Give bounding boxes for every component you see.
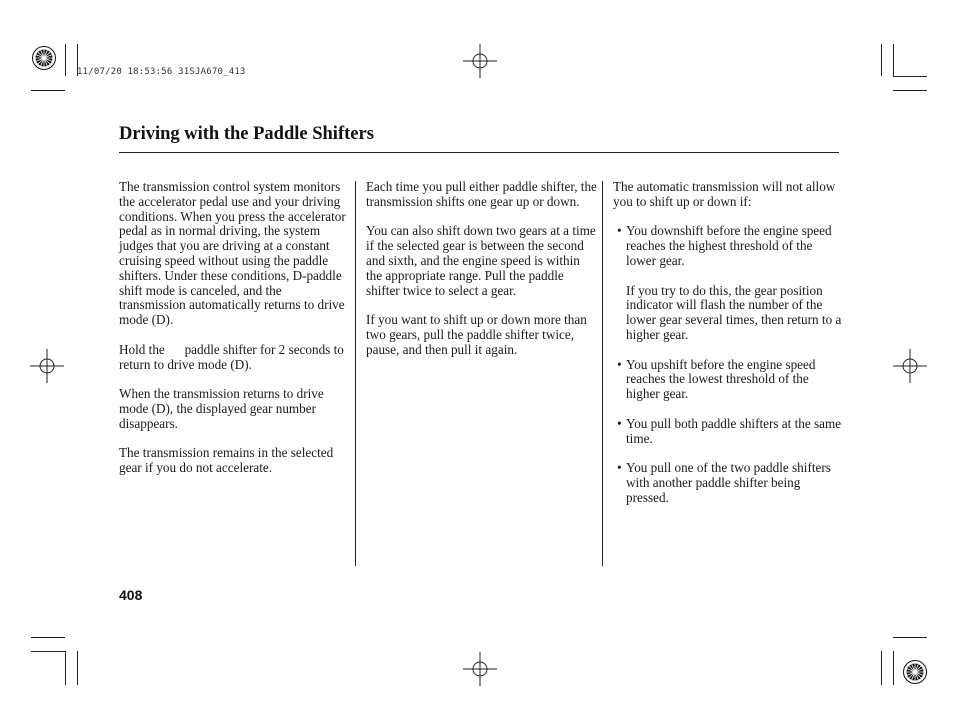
crop-line-bottom-left-h1 <box>31 637 65 638</box>
col2-paragraph: Each time you pull either paddle shifter, the transmission shifts one gear up or down. <box>366 179 597 209</box>
crosshair-mark-left-middle <box>30 349 64 383</box>
col3-intro: The automatic transmission will not allow you to shift up or down if: <box>613 179 836 209</box>
crosshair-mark-right-middle <box>893 349 927 383</box>
bullet-note: If you try to do this, the gear position indicator will flash the number of the lower gear several times, then return to a higher gear. <box>626 282 842 342</box>
bullet-glyph: • <box>617 460 622 476</box>
bullet-item <box>613 461 845 505</box>
column-2 <box>366 180 598 372</box>
page-number: 408 <box>119 587 143 603</box>
column-1 <box>119 180 351 491</box>
bullet-text: You upshift before the engine speed reaches the lowest threshold of the higher gear. <box>626 356 816 402</box>
bullet-item <box>613 224 845 268</box>
crop-line-bottom-left-a <box>65 651 66 685</box>
crop-line-top-left-h <box>31 90 65 91</box>
crosshair-mark-bottom-center <box>463 652 497 686</box>
bullet-text: You downshift before the engine speed reaches the highest threshold of the lower gear. <box>626 223 832 268</box>
page-title: Driving with the Paddle Shifters <box>119 124 374 144</box>
crop-line-bottom-right-h <box>893 637 927 638</box>
column-divider-2 <box>602 181 603 566</box>
bullet-glyph: • <box>617 223 622 239</box>
bullet-item <box>613 358 845 402</box>
col2-paragraph: You can also shift down two gears at a time if the selected gear is between the second and sixth, and the engine speed is within the appropriate range. Pull the paddle shifter twice to select a gear. <box>366 223 596 298</box>
title-rule <box>119 152 839 153</box>
col1-paragraph: When the transmission returns to drive mode (D), the displayed gear number disappears. <box>119 386 324 431</box>
print-stamp: 11/07/20 18:53:56 31SJA670_413 <box>77 67 246 77</box>
crop-line-top-right-h1 <box>893 76 927 77</box>
col1-paragraph: The transmission control system monitors the accelerator pedal use and your driving conditions. When you press the accelerator pedal as in normal driving, the system judges that you are driving at a constant cruising speed without using the paddle shifters. Under these conditions, D-paddle shift mode is canceled, and the transmission automatically returns to drive mode (D). <box>119 179 346 328</box>
crop-line-bottom-right-b <box>893 651 894 685</box>
crop-line-top-left-a <box>65 44 66 76</box>
crop-line-bottom-right-a <box>881 651 882 685</box>
crop-line-top-right-b <box>893 44 894 76</box>
column-3 <box>613 180 845 520</box>
bullet-text: You pull both paddle shifters at the same time. <box>626 415 842 446</box>
crop-line-bottom-left-b <box>77 651 78 685</box>
crosshair-mark-top-center <box>463 44 497 78</box>
bullet-glyph: • <box>617 356 622 372</box>
col1-paragraph: Hold the paddle shifter for 2 seconds to return to drive mode (D). <box>119 341 348 372</box>
registration-rosette-bottom-right <box>902 659 928 685</box>
col1-paragraph: The transmission remains in the selected gear if you do not accelerate. <box>119 445 334 476</box>
bullet-text: You pull one of the two paddle shifters with another paddle shifter being pressed. <box>626 460 831 505</box>
crop-line-top-right-h2 <box>893 90 927 91</box>
col2-paragraph: If you want to shift up or down more than two gears, pull the paddle shifter twice, pause, and then pull it again. <box>366 312 587 357</box>
registration-rosette-top-left <box>31 45 57 71</box>
bullet-glyph: • <box>617 415 622 431</box>
bullet-item <box>613 417 845 447</box>
crop-line-bottom-left-h2 <box>31 651 65 652</box>
column-divider-1 <box>355 181 356 566</box>
crop-line-top-right-a <box>881 44 882 76</box>
